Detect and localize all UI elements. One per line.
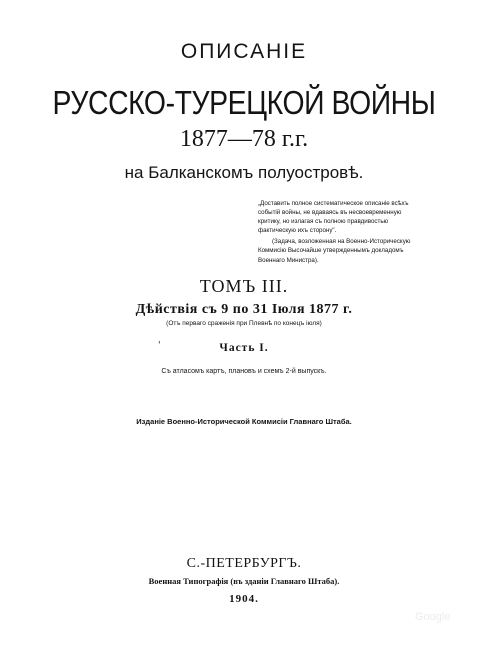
volume-subtitle-note: (Отъ перваго сраженія при Плевнѣ по конецъ іюля)	[166, 320, 322, 327]
title-location: на Балканскомъ полуостровѣ.	[124, 163, 364, 182]
epigraph-line: критику, но излагая съ полною правдивостью	[258, 218, 389, 226]
imprint-city: С.-ПЕТЕРБУРГЪ.	[186, 556, 302, 571]
imprint-year: 1904.	[229, 593, 259, 605]
imprint-printer: Военная Типографія (въ зданіи Главнаго Штаба).	[148, 576, 340, 586]
part-number: Часть I.	[219, 342, 269, 354]
atlas-note: Съ атласомъ картъ, плановъ и схемъ 2-й выпускъ.	[161, 368, 327, 375]
volume-number: ТОМЪ III.	[199, 276, 289, 296]
epigraph-line: событій войны, не вдаваясь въ несвоевременную	[258, 209, 402, 217]
stray-mark: '	[158, 341, 161, 351]
title-war: РУССКО-ТУРЕЦКОЙ ВОЙНЫ	[52, 84, 436, 121]
epigraph-line: фактическую ихъ сторону".	[258, 227, 337, 235]
title-years: 1877—78 г.г.	[179, 126, 309, 152]
epigraph-line: „Доставить полное систематическое описаніе всѣхъ	[258, 200, 409, 207]
epigraph-source: Коммисію Высочайше утвержденнымъ докладомъ	[258, 247, 404, 255]
volume-subtitle: Дѣйствія съ 9 по 31 Іюля 1877 г.	[135, 302, 353, 317]
publisher: Изданіе Военно-Исторической Коммисіи Главнаго Штаба.	[136, 417, 352, 426]
epigraph-source: Военнаго Министра).	[258, 256, 319, 264]
google-watermark: Google	[415, 611, 451, 623]
epigraph	[258, 199, 411, 265]
epigraph-source: (Задача, возложенная на Военно-Историческую	[272, 238, 411, 246]
title-description: ОПИСАНІЕ	[180, 40, 308, 63]
